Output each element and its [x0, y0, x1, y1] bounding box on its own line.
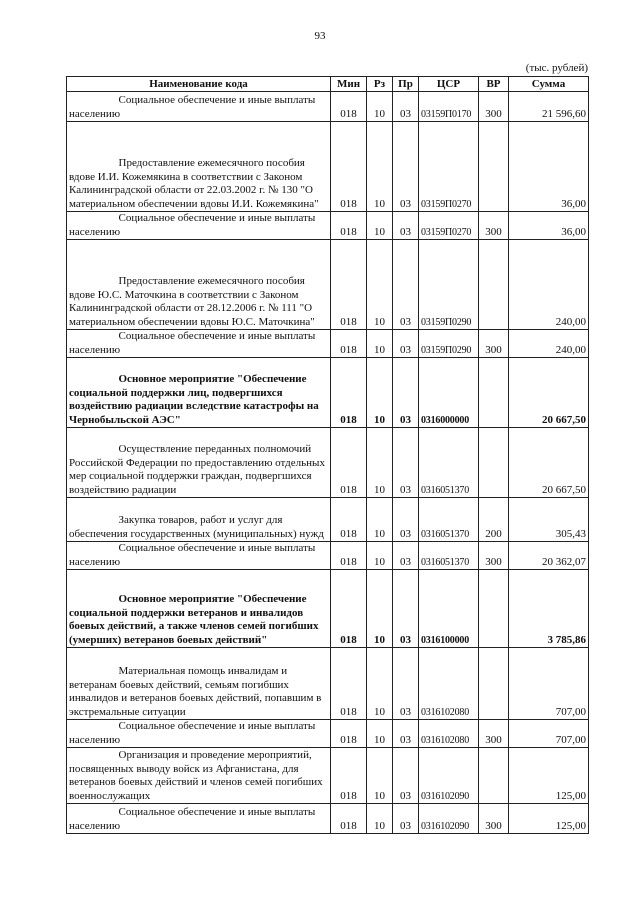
- cell-rz: 10: [367, 330, 393, 358]
- cell-pr: 03: [393, 720, 419, 748]
- cell-vr: [479, 648, 509, 720]
- table-row: [67, 648, 589, 720]
- cell-rz: 10: [367, 498, 393, 542]
- cell-name: Социальное обеспечение и иные выплаты населению: [67, 92, 331, 122]
- cell-pr: 03: [393, 570, 419, 648]
- cell-vr: 300: [479, 92, 509, 122]
- cell-min: 018: [331, 330, 367, 358]
- cell-vr: 300: [479, 330, 509, 358]
- cell-name: Материальная помощь инвалидам и ветеранам боевых действий, семьям погибших инвалидов и ветеранов боевых действий, попавшим в экстремальные ситуации: [67, 648, 331, 720]
- table-row: [67, 122, 589, 212]
- cell-vr: 300: [479, 212, 509, 240]
- table-row: [67, 428, 589, 498]
- table-row: [67, 542, 589, 570]
- cell-name: Предоставление ежемесячного пособия вдове Ю.С. Маточкина в соответствии с Законом Калининградской области от 28.12.2006 г. № 111 "О материальном обеспечении вдовы Ю.С. Маточкина": [67, 240, 331, 330]
- cell-rz: 10: [367, 648, 393, 720]
- cell-name: Основное мероприятие "Обеспечение социальной поддержки лиц, подвергшихся воздействию радиации вследствие катастрофы на Чернобыльской АЭС": [67, 358, 331, 428]
- cell-sum: 707,00: [509, 648, 589, 720]
- header-sum: Сумма: [509, 77, 589, 92]
- cell-name: Социальное обеспечение и иные выплаты населению: [67, 330, 331, 358]
- cell-min: 018: [331, 240, 367, 330]
- cell-pr: 03: [393, 122, 419, 212]
- cell-min: 018: [331, 804, 367, 834]
- cell-rz: 10: [367, 570, 393, 648]
- cell-csr: 03159П0170: [419, 92, 479, 122]
- cell-sum: 240,00: [509, 330, 589, 358]
- cell-min: 018: [331, 358, 367, 428]
- cell-rz: 10: [367, 804, 393, 834]
- cell-vr: 200: [479, 498, 509, 542]
- table-row: [67, 720, 589, 748]
- cell-pr: 03: [393, 542, 419, 570]
- cell-name: Организация и проведение мероприятий, посвященных выводу войск из Афганистана, для ветеранов боевых действий и членов семей погибших военнослужащих: [67, 748, 331, 804]
- table-row: [67, 498, 589, 542]
- cell-sum: 36,00: [509, 122, 589, 212]
- cell-name: Осуществление переданных полномочий Российской Федерации по предоставлению отдельных мер социальной поддержки граждан, подвергшихся воздействию радиации: [67, 428, 331, 498]
- cell-sum: 305,43: [509, 498, 589, 542]
- cell-vr: [479, 240, 509, 330]
- cell-pr: 03: [393, 358, 419, 428]
- cell-csr: 0316100000: [419, 570, 479, 648]
- table-row: [67, 330, 589, 358]
- header-pr: Пр: [393, 77, 419, 92]
- cell-min: 018: [331, 648, 367, 720]
- cell-pr: 03: [393, 330, 419, 358]
- cell-min: 018: [331, 570, 367, 648]
- cell-pr: 03: [393, 498, 419, 542]
- cell-csr: 0316102080: [419, 720, 479, 748]
- cell-rz: 10: [367, 542, 393, 570]
- cell-name: Основное мероприятие "Обеспечение социальной поддержки ветеранов и инвалидов боевых действий, а также членов семей погибших (умерших) ветеранов боевых действий": [67, 570, 331, 648]
- cell-vr: 300: [479, 720, 509, 748]
- cell-name: Социальное обеспечение и иные выплаты населению: [67, 804, 331, 834]
- cell-name: Предоставление ежемесячного пособия вдове И.И. Кожемякина в соответствии с Законом Калининградской области от 22.03.2002 г. № 130 "О материальном обеспечении вдовы И.И. Кожемякина": [67, 122, 331, 212]
- cell-pr: 03: [393, 804, 419, 834]
- budget-table: [66, 76, 589, 834]
- cell-min: 018: [331, 542, 367, 570]
- cell-pr: 03: [393, 240, 419, 330]
- cell-csr: 0316051370: [419, 498, 479, 542]
- cell-vr: [479, 428, 509, 498]
- cell-sum: 125,00: [509, 748, 589, 804]
- cell-sum: 3 785,86: [509, 570, 589, 648]
- header-csr: ЦСР: [419, 77, 479, 92]
- cell-csr: 03159П0270: [419, 122, 479, 212]
- cell-rz: 10: [367, 748, 393, 804]
- cell-csr: 0316000000: [419, 358, 479, 428]
- cell-min: 018: [331, 212, 367, 240]
- cell-min: 018: [331, 498, 367, 542]
- table-row: [67, 212, 589, 240]
- page-number: 93: [314, 30, 326, 42]
- cell-sum: 20 362,07: [509, 542, 589, 570]
- cell-csr: 03159П0290: [419, 330, 479, 358]
- header-rz: Рз: [367, 77, 393, 92]
- header-min: Мин: [331, 77, 367, 92]
- cell-sum: 125,00: [509, 804, 589, 834]
- cell-vr: [479, 748, 509, 804]
- cell-csr: 0316102080: [419, 648, 479, 720]
- table-row-main-activity: [67, 570, 589, 648]
- cell-vr: [479, 570, 509, 648]
- cell-min: 018: [331, 428, 367, 498]
- cell-sum: 21 596,60: [509, 92, 589, 122]
- header-vr: ВР: [479, 77, 509, 92]
- cell-vr: 300: [479, 542, 509, 570]
- header-name: Наименование кода: [67, 77, 331, 92]
- cell-sum: 36,00: [509, 212, 589, 240]
- cell-sum: 707,00: [509, 720, 589, 748]
- cell-min: 018: [331, 122, 367, 212]
- cell-sum: 240,00: [509, 240, 589, 330]
- cell-csr: 0316102090: [419, 804, 479, 834]
- cell-rz: 10: [367, 358, 393, 428]
- cell-vr: [479, 122, 509, 212]
- cell-name: Социальное обеспечение и иные выплаты населению: [67, 720, 331, 748]
- cell-min: 018: [331, 92, 367, 122]
- cell-name: Социальное обеспечение и иные выплаты населению: [67, 212, 331, 240]
- cell-rz: 10: [367, 122, 393, 212]
- cell-sum: 20 667,50: [509, 428, 589, 498]
- cell-csr: 0316102090: [419, 748, 479, 804]
- cell-rz: 10: [367, 428, 393, 498]
- cell-csr: 03159П0270: [419, 212, 479, 240]
- cell-pr: 03: [393, 648, 419, 720]
- cell-vr: [479, 358, 509, 428]
- cell-name: Социальное обеспечение и иные выплаты населению: [67, 542, 331, 570]
- table-header-row: [67, 77, 589, 92]
- cell-csr: 0316051370: [419, 542, 479, 570]
- table-row: [67, 804, 589, 834]
- cell-csr: 03159П0290: [419, 240, 479, 330]
- units-label: (тыс. рублей): [525, 62, 588, 74]
- cell-min: 018: [331, 748, 367, 804]
- table-row: [67, 92, 589, 122]
- table-row-main-activity: [67, 358, 589, 428]
- table-row: [67, 240, 589, 330]
- cell-pr: 03: [393, 92, 419, 122]
- cell-rz: 10: [367, 212, 393, 240]
- table-row: [67, 748, 589, 804]
- cell-pr: 03: [393, 428, 419, 498]
- cell-min: 018: [331, 720, 367, 748]
- cell-rz: 10: [367, 720, 393, 748]
- cell-vr: 300: [479, 804, 509, 834]
- cell-sum: 20 667,50: [509, 358, 589, 428]
- cell-pr: 03: [393, 748, 419, 804]
- cell-rz: 10: [367, 92, 393, 122]
- cell-rz: 10: [367, 240, 393, 330]
- cell-csr: 0316051370: [419, 428, 479, 498]
- cell-pr: 03: [393, 212, 419, 240]
- cell-name: Закупка товаров, работ и услуг для обеспечения государственных (муниципальных) нужд: [67, 498, 331, 542]
